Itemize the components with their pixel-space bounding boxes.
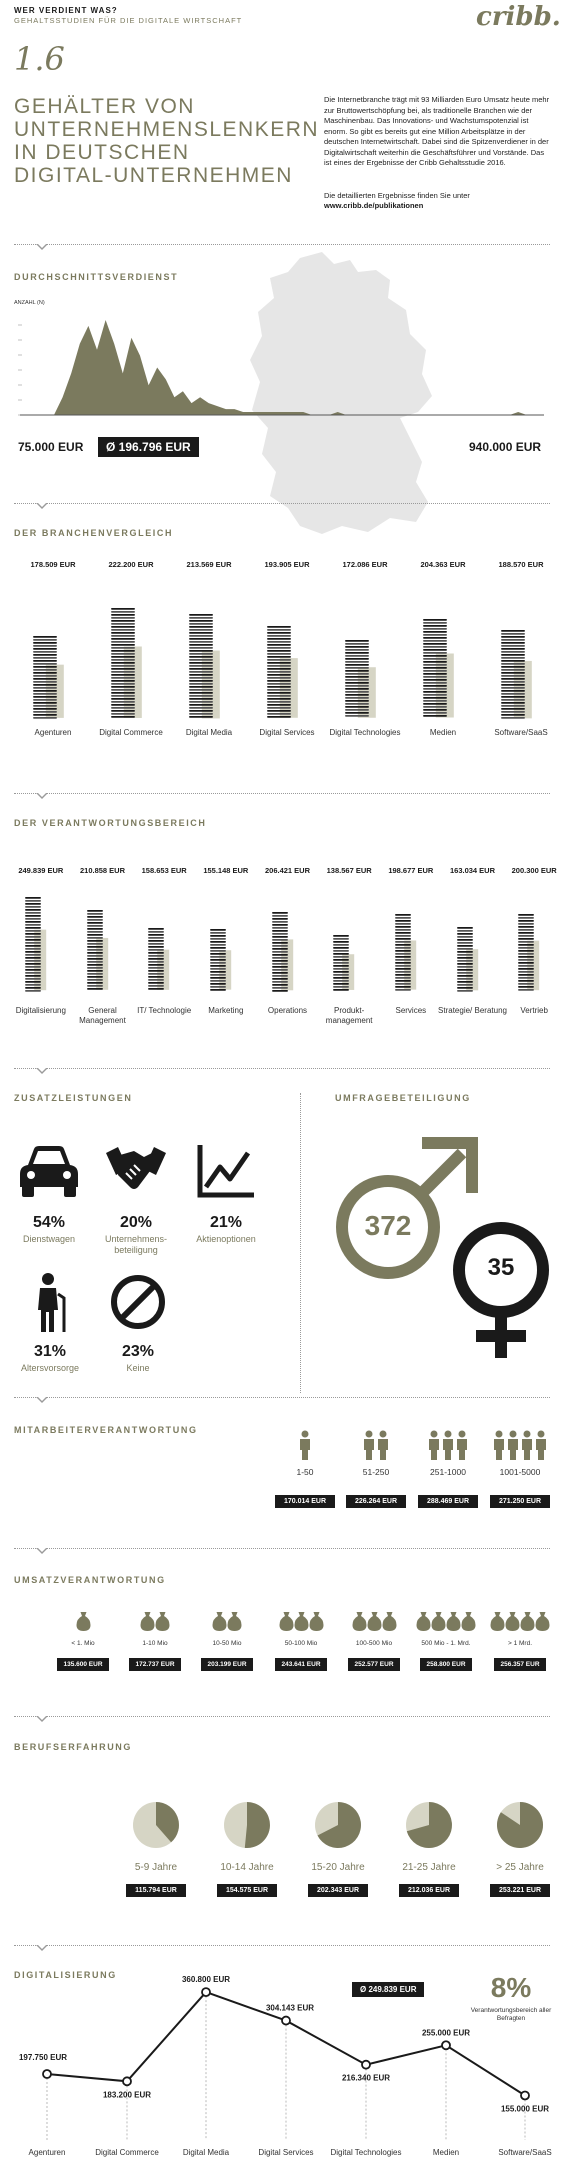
header-kicker: WER VERDIENT WAS? (14, 6, 118, 15)
bar-value-label: 204.363 EUR (420, 560, 466, 569)
benefit-label-chart: Aktienoptionen (196, 1234, 256, 1244)
bar-category-label: Digital Commerce (99, 728, 163, 737)
bar-value-label: 222.200 EUR (108, 560, 154, 569)
section-title-digitalisierung: DIGITALISIERUNG (14, 1970, 117, 1980)
employee-responsibility-chart (0, 1425, 580, 1525)
person-icon-group (427, 1430, 469, 1460)
person-icon (431, 1431, 438, 1438)
bar (266, 912, 308, 1000)
bar (204, 929, 246, 1000)
bar-category-label: Software/SaaS (494, 728, 548, 737)
money-bag-icon (279, 1612, 293, 1631)
money-bag-icon (228, 1612, 242, 1631)
person-body (457, 1439, 467, 1460)
person-icon (445, 1431, 452, 1438)
share-value: 8% (490, 1972, 532, 2003)
bar-value-label: 213.569 EUR (186, 560, 232, 569)
money-bag-icon (141, 1612, 155, 1631)
bar (19, 897, 61, 1000)
bar (142, 928, 184, 1000)
data-label: 155.000 EUR (500, 2104, 550, 2114)
money-bag-icon (156, 1612, 170, 1631)
benefit-label-handshake: Unternehmens- beteiligung (104, 1234, 168, 1255)
data-label: 360.800 EUR (181, 1975, 231, 1985)
bar (495, 630, 545, 728)
person-icon (380, 1431, 387, 1438)
bar-category-label: Operations (267, 1006, 308, 1015)
bar-category-label: IT/ Technologie (137, 1006, 192, 1015)
industry-bar-chart (0, 560, 580, 760)
data-point (521, 2091, 529, 2099)
bar-category-label: Digital Technologies (329, 728, 401, 737)
money-bag-icon (309, 1612, 323, 1631)
category-label: Software/SaaS (498, 2148, 552, 2157)
divider (14, 793, 550, 794)
value-badge: 170.014 EUR (275, 1495, 335, 1508)
bar-category-label: Medien (429, 728, 457, 737)
bar-shadow (280, 658, 298, 718)
pie-slice (245, 1802, 270, 1848)
person-icon (459, 1431, 466, 1438)
section-title-branchen: DER BRANCHENVERGLEICH (14, 528, 174, 538)
divider (14, 1068, 550, 1069)
bar-value-label: 206.421 EUR (264, 866, 311, 875)
bar-value-label: 249.839 EUR (18, 866, 64, 875)
intro-link[interactable]: www.cribb.de/publikationen (324, 201, 424, 210)
bar-category-label: Services (395, 1006, 427, 1015)
data-label: 183.200 EUR (102, 2090, 152, 2100)
elderly-icon (30, 1272, 70, 1334)
bar (417, 619, 467, 728)
data-label: 255.000 EUR (421, 2028, 471, 2038)
data-label: 216.340 EUR (341, 2073, 391, 2083)
value-badge: 203.199 EUR (201, 1658, 253, 1671)
income-area (54, 320, 544, 415)
benefit-pct-chart: 21% (209, 1214, 243, 1231)
value-badge: 258.800 EUR (420, 1658, 472, 1671)
category-label: Digital Services (258, 2148, 314, 2157)
intro-text: Die Internetbranche trägt mit 93 Milliarden Euro Umsatz heute mehr zur Bruttowertschöpfung bei, als traditionelle Branchen wie der Maschinenbau. Das Innovations- und Wachstumspotenzial ist enorm. So gibt es bereits gut eine Million Arbeitsplätze in der deutschen Internetwirtschaft. Dabei sind die Spitzenverdiener in der Digitalwirtschaft weiterhin die Geschäftsführer und Vorstände. Das ist eines der Ergebnisse der Cribb Gehaltsstudie 2016. (324, 95, 550, 167)
money-bag-icon (432, 1612, 446, 1631)
x-min-label: 75.000 EUR (18, 440, 84, 454)
person-body (364, 1439, 374, 1460)
value-badge: 226.264 EUR (346, 1495, 406, 1508)
bar (327, 935, 369, 1000)
value-badge: 256.357 EUR (494, 1658, 546, 1671)
divider (14, 244, 550, 245)
value-badge: 202.343 EUR (308, 1884, 368, 1897)
category-label: Agenturen (28, 2148, 66, 2157)
section-title-mitarbeiter: MITARBEITERVERANTWORTUNG (14, 1425, 198, 1435)
pie (404, 1800, 454, 1850)
money-bag-icon (521, 1612, 535, 1631)
bar-value-label: 193.905 EUR (264, 560, 310, 569)
value-badge: 172.737 EUR (129, 1658, 181, 1671)
person-icon (496, 1431, 503, 1438)
person-icon (302, 1431, 309, 1438)
revenue-responsibility-chart (0, 1610, 580, 1690)
money-bag-icon (417, 1612, 431, 1631)
person-icon (524, 1431, 531, 1438)
bar-category-label: Digital Services (259, 728, 315, 737)
average-income-area-chart (14, 305, 550, 430)
bar-category-label: General Management (79, 1006, 126, 1025)
money-bag-icon (491, 1612, 505, 1631)
person-body (378, 1439, 388, 1460)
data-point (282, 2017, 290, 2025)
title-line-1: GEHÄLTER VON (14, 95, 195, 118)
female-count: 35 (487, 1254, 515, 1281)
page-title (14, 95, 319, 187)
category-label: 10-50 Mio (212, 1640, 242, 1647)
bar-category-label: Strategie/ Beratung (438, 1006, 507, 1015)
money-bag-icon (506, 1612, 520, 1631)
person-body (494, 1439, 504, 1460)
bar-value-label: 172.086 EUR (342, 560, 388, 569)
category-label: 10-14 Jahre (220, 1862, 274, 1873)
bar (27, 636, 77, 728)
value-badge: 252.577 EUR (348, 1658, 400, 1671)
value-badge: 115.794 EUR (126, 1884, 186, 1897)
mean-badge: Ø 196.796 EUR (98, 437, 199, 457)
bar-value-label: 163.034 EUR (449, 866, 496, 875)
data-point (442, 2041, 450, 2049)
category-label: 100-500 Mio (355, 1640, 393, 1647)
category-label: 5-9 Jahre (134, 1862, 178, 1873)
money-bag-group (416, 1610, 476, 1632)
bar (512, 914, 554, 1000)
category-label: 15-20 Jahre (311, 1862, 365, 1873)
value-badge: 243.641 EUR (275, 1658, 327, 1671)
category-label: 251-1000 (430, 1467, 466, 1477)
bar-value-label: 200.300 EUR (511, 866, 557, 875)
category-label: 51-250 (362, 1467, 390, 1477)
category-label: 50-100 Mio (284, 1640, 318, 1647)
data-point (123, 2077, 131, 2085)
person-icon-group (362, 1430, 390, 1460)
bar (81, 910, 123, 1000)
money-bag-group (212, 1610, 242, 1632)
person-icon (538, 1431, 545, 1438)
section-title-durchschnitt: DURCHSCHNITTSVERDIENST (14, 272, 179, 282)
bar-category-label: Produkt- management (325, 1006, 373, 1025)
data-label: 304.143 EUR (265, 2003, 315, 2013)
value-badge: 253.221 EUR (490, 1884, 550, 1897)
benefit-label-none: Keine (126, 1363, 150, 1373)
title-line-3: IN DEUTSCHEN (14, 141, 190, 164)
divider (14, 1548, 550, 1549)
pie (131, 1800, 181, 1850)
bar-category-label: Agenturen (34, 728, 72, 737)
male-count: 372 (364, 1210, 412, 1241)
category-label: Digital Technologies (330, 2148, 402, 2157)
none-icon (110, 1274, 166, 1330)
person-body (443, 1439, 453, 1460)
section-title-umsatz: UMSATZVERANTWORTUNG (14, 1575, 166, 1585)
digitalization-line-chart (0, 1970, 580, 2160)
axis-ylabel: ANZAHL (N) (14, 300, 45, 306)
category-label: 21-25 Jahre (402, 1862, 456, 1873)
money-bag-icon (536, 1612, 550, 1631)
money-bag-icon (447, 1612, 461, 1631)
benefit-pct-car: 54% (32, 1214, 66, 1231)
bar-category-label: Vertrieb (520, 1006, 548, 1015)
bar (183, 614, 233, 728)
bar (389, 914, 431, 1000)
bar-value-label: 210.858 EUR (79, 866, 126, 875)
section-title-zusatz: ZUSATZLEISTUNGEN (14, 1093, 133, 1103)
category-label: 1001-5000 (499, 1467, 541, 1477)
person-body (429, 1439, 439, 1460)
money-bag-group (352, 1610, 397, 1632)
category-label: 500 Mio - 1. Mrd. (421, 1640, 471, 1647)
money-bag-icon (462, 1612, 476, 1631)
benefit-pct-elderly: 31% (33, 1343, 67, 1360)
money-bag-icon (352, 1612, 366, 1631)
bar (261, 626, 311, 728)
bar-value-label: 158.653 EUR (141, 866, 187, 875)
category-label: < 1. Mio (71, 1640, 95, 1647)
money-bag-group (279, 1610, 324, 1632)
pie (222, 1800, 272, 1850)
money-bag-group (140, 1610, 170, 1632)
divider (14, 1945, 550, 1946)
divider (14, 1716, 550, 1717)
divider (14, 503, 550, 504)
column-divider (300, 1093, 301, 1393)
money-bag-icon (213, 1612, 227, 1631)
money-bag-icon (76, 1612, 90, 1631)
value-badge: 288.469 EUR (418, 1495, 478, 1508)
bar (339, 640, 389, 728)
value-badge: 212.036 EUR (399, 1884, 459, 1897)
title-line-2: UNTERNEHMENSLENKERN (14, 118, 320, 141)
responsibility-bar-chart (0, 866, 580, 1046)
section-title-berufserfahrung: BERUFSERFAHRUNG (14, 1742, 133, 1752)
benefit-label-elderly: Altersvorsorge (20, 1363, 80, 1373)
pie (495, 1800, 545, 1850)
bar-value-label: 155.148 EUR (203, 866, 249, 875)
person-icon (510, 1431, 517, 1438)
bar-value-label: 198.677 EUR (388, 866, 434, 875)
bar (451, 927, 493, 1000)
category-label: 1-10 Mio (142, 1640, 168, 1647)
data-point (202, 1988, 210, 1996)
money-bag-group (490, 1610, 550, 1632)
bar-value-label: 188.570 EUR (498, 560, 544, 569)
person-body (508, 1439, 518, 1460)
female-symbol (448, 1220, 554, 1360)
person-icon-group (492, 1430, 548, 1460)
bar (105, 608, 155, 728)
person-body (536, 1439, 546, 1460)
logo: cribb. (476, 2, 561, 32)
benefit-label-car: Dienstwagen (22, 1234, 76, 1244)
divider (14, 1397, 550, 1398)
money-bag-icon (382, 1612, 396, 1631)
person-icon-group (298, 1430, 312, 1460)
value-badge: 135.600 EUR (57, 1658, 109, 1671)
chart-icon (196, 1143, 256, 1199)
intro-link-text: Die detaillierten Ergebnisse finden Sie unter (324, 191, 470, 200)
data-point (362, 2061, 370, 2069)
money-bag-icon (294, 1612, 308, 1631)
study-number: 1.6 (14, 40, 65, 78)
section-title-verantwortung: DER VERANTWORTUNGSBEREICH (14, 818, 207, 828)
handshake-icon (104, 1143, 168, 1199)
person-body (522, 1439, 532, 1460)
data-label: 197.750 EUR (18, 2053, 68, 2063)
category-label: > 1 Mrd. (507, 1640, 533, 1647)
category-label: Digital Media (182, 2148, 230, 2157)
bar-category-label: Digitalisierung (15, 1006, 66, 1015)
benefit-pct-none: 23% (121, 1343, 155, 1360)
data-point (43, 2070, 51, 2078)
category-label: Medien (432, 2148, 460, 2157)
value-badge: 271.250 EUR (490, 1495, 550, 1508)
category-label: > 25 Jahre (496, 1862, 544, 1873)
share-label: Verantwortungsbereich aller Befragten (470, 2007, 552, 2022)
bar-category-label: Marketing (208, 1006, 244, 1015)
value-badge: 154.575 EUR (217, 1884, 277, 1897)
person-icon (366, 1431, 373, 1438)
benefit-pct-handshake: 20% (119, 1214, 153, 1231)
money-bag-group (76, 1610, 91, 1632)
bar-value-label: 178.509 EUR (30, 560, 76, 569)
category-label: 1-50 (296, 1467, 314, 1477)
category-label: Digital Commerce (95, 2148, 159, 2157)
digital-mean-badge: Ø 249.839 EUR (352, 1982, 424, 1997)
section-title-umfrage: UMFRAGEBETEILIGUNG (335, 1093, 471, 1103)
bar-category-label: Digital Media (185, 728, 233, 737)
x-max-label: 940.000 EUR (469, 440, 542, 454)
bar-value-label: 138.567 EUR (326, 866, 372, 875)
car-icon (18, 1143, 80, 1199)
money-bag-icon (367, 1612, 381, 1631)
title-line-4: DIGITAL-UNTERNEHMEN (14, 164, 293, 187)
pie (313, 1800, 363, 1850)
header-subkicker: GEHALTSSTUDIEN FÜR DIE DIGITALE WIRTSCHAFT (14, 16, 243, 25)
experience-pie-charts (0, 1800, 580, 1920)
person-body (300, 1439, 310, 1460)
